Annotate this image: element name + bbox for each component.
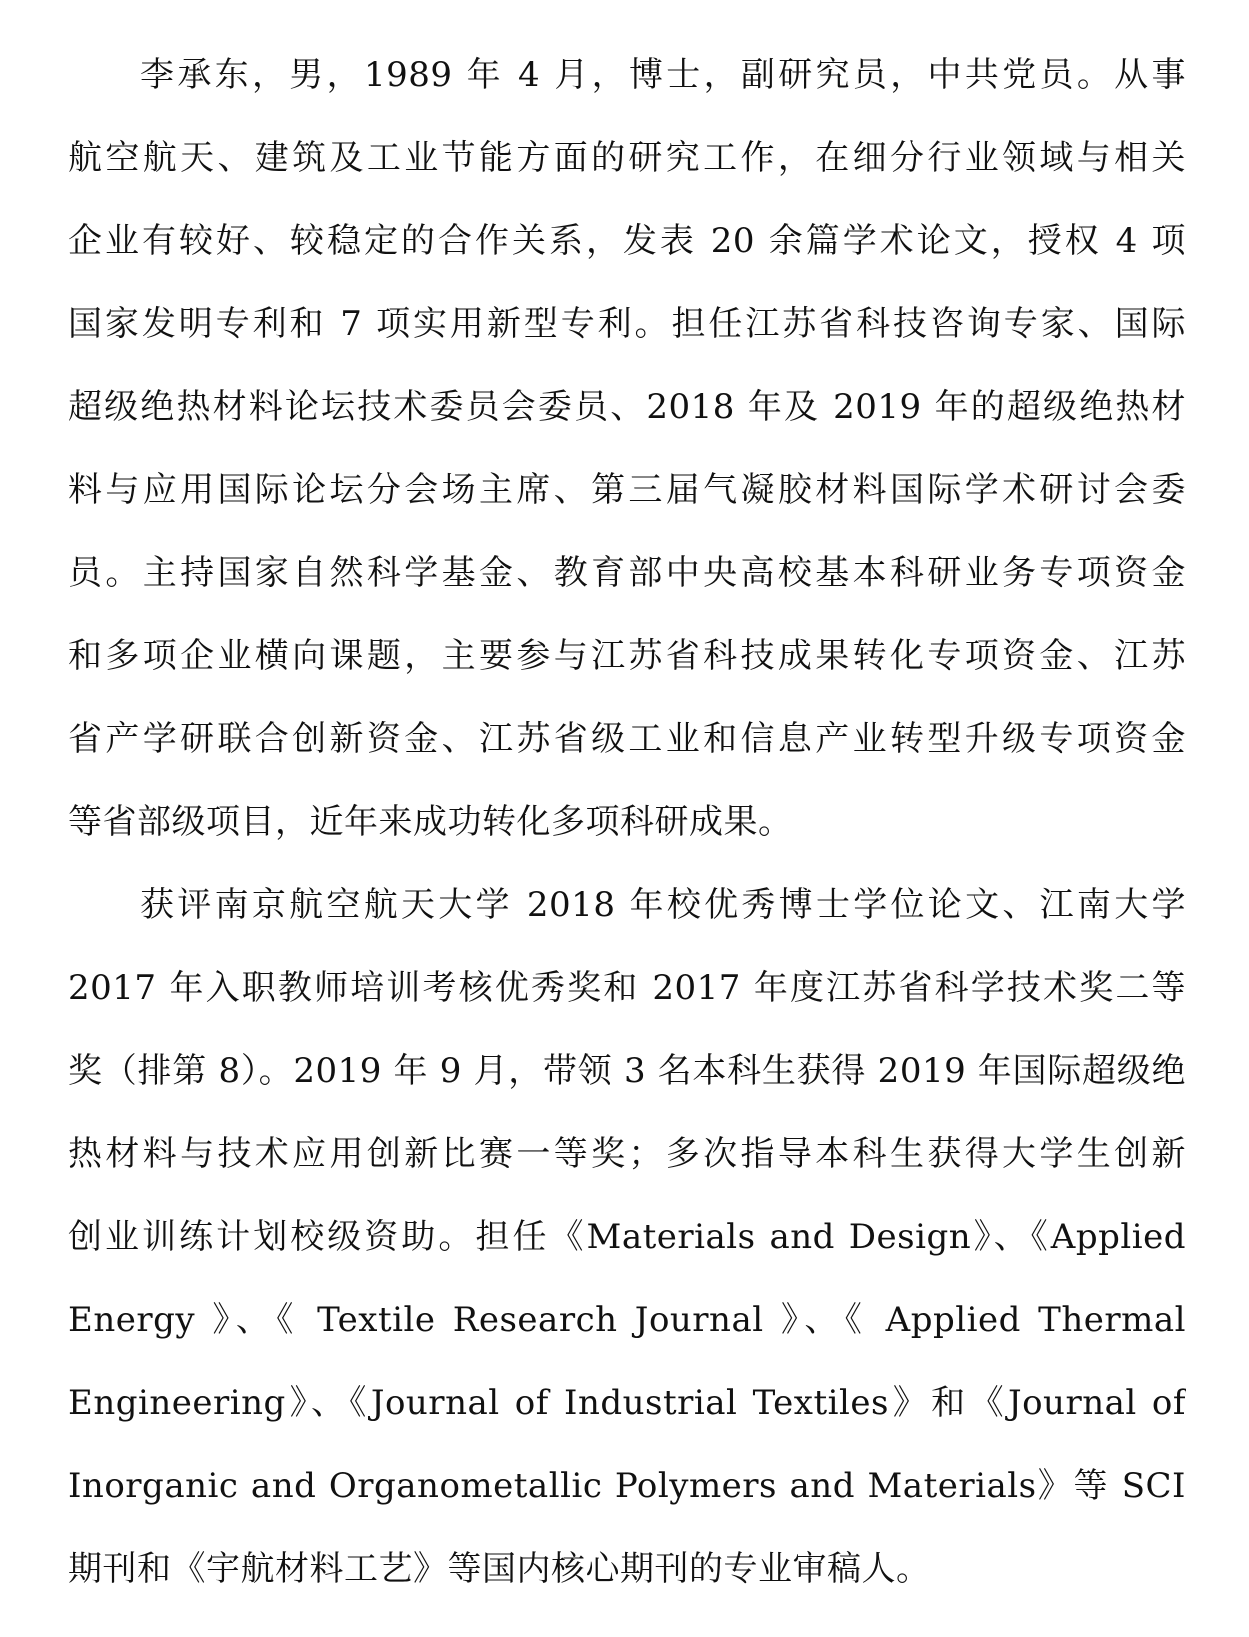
paragraph-2-line-2: 2017 年入职教师培训考核优秀奖和 2017 年度江苏省科学技术奖二等 xyxy=(68,968,1186,1008)
paragraph-1-line-8: 和多项企业横向课题，主要参与江苏省科技成果转化专项资金、江苏 xyxy=(68,636,1186,676)
paragraph-2-line-4: 热材料与技术应用创新比赛一等奖；多次指导本科生获得大学生创新 xyxy=(68,1134,1186,1174)
paragraph-2-line-6: Energy 》、《 Textile Research Journal 》、《 Applied Thermal xyxy=(68,1300,1186,1340)
paragraph-1-line-2: 航空航天、建筑及工业节能方面的研究工作，在细分行业领域与相关 xyxy=(68,138,1186,178)
paragraph-2-line-5: 创业训练计划校级资助。担任《Materials and Design》、《Applied xyxy=(68,1217,1186,1257)
paragraph-1-line-6: 料与应用国际论坛分会场主席、第三届气凝胶材料国际学术研讨会委 xyxy=(68,470,1186,510)
paragraph-1-line-4: 国家发明专利和 7 项实用新型专利。担任江苏省科技咨询专家、国际 xyxy=(68,304,1186,344)
paragraph-1 xyxy=(68,34,1186,864)
paragraph-1-line-9: 省产学研联合创新资金、江苏省级工业和信息产业转型升级专项资金 xyxy=(68,719,1186,759)
paragraph-2-line-7: Engineering》、《Journal of Industrial Textiles》和《Journal of xyxy=(68,1383,1186,1423)
paragraph-2-line-1: 获评南京航空航天大学 2018 年校优秀博士学位论文、江南大学 xyxy=(140,885,1186,925)
paragraph-1-line-5: 超级绝热材料论坛技术委员会委员、2018 年及 2019 年的超级绝热材 xyxy=(68,387,1186,427)
document-body xyxy=(68,34,1186,1611)
paragraph-1-line-10: 等省部级项目，近年来成功转化多项科研成果。 xyxy=(68,802,793,842)
paragraph-2 xyxy=(68,864,1186,1611)
paragraph-2-line-8: Inorganic and Organometallic Polymers and Materials》等 SCI xyxy=(68,1466,1186,1506)
paragraph-1-line-1: 李承东，男，1989 年 4 月，博士，副研究员，中共党员。从事 xyxy=(140,55,1186,95)
paragraph-1-line-7: 员。主持国家自然科学基金、教育部中央高校基本科研业务专项资金 xyxy=(68,553,1186,593)
paragraph-1-line-3: 企业有较好、较稳定的合作关系，发表 20 余篇学术论文，授权 4 项 xyxy=(68,221,1186,261)
paragraph-2-line-3: 奖（排第 8）。2019 年 9 月，带领 3 名本科生获得 2019 年国际超级绝 xyxy=(68,1051,1186,1091)
paragraph-2-line-9: 期刊和《宇航材料工艺》等国内核心期刊的专业审稿人。 xyxy=(68,1549,931,1589)
